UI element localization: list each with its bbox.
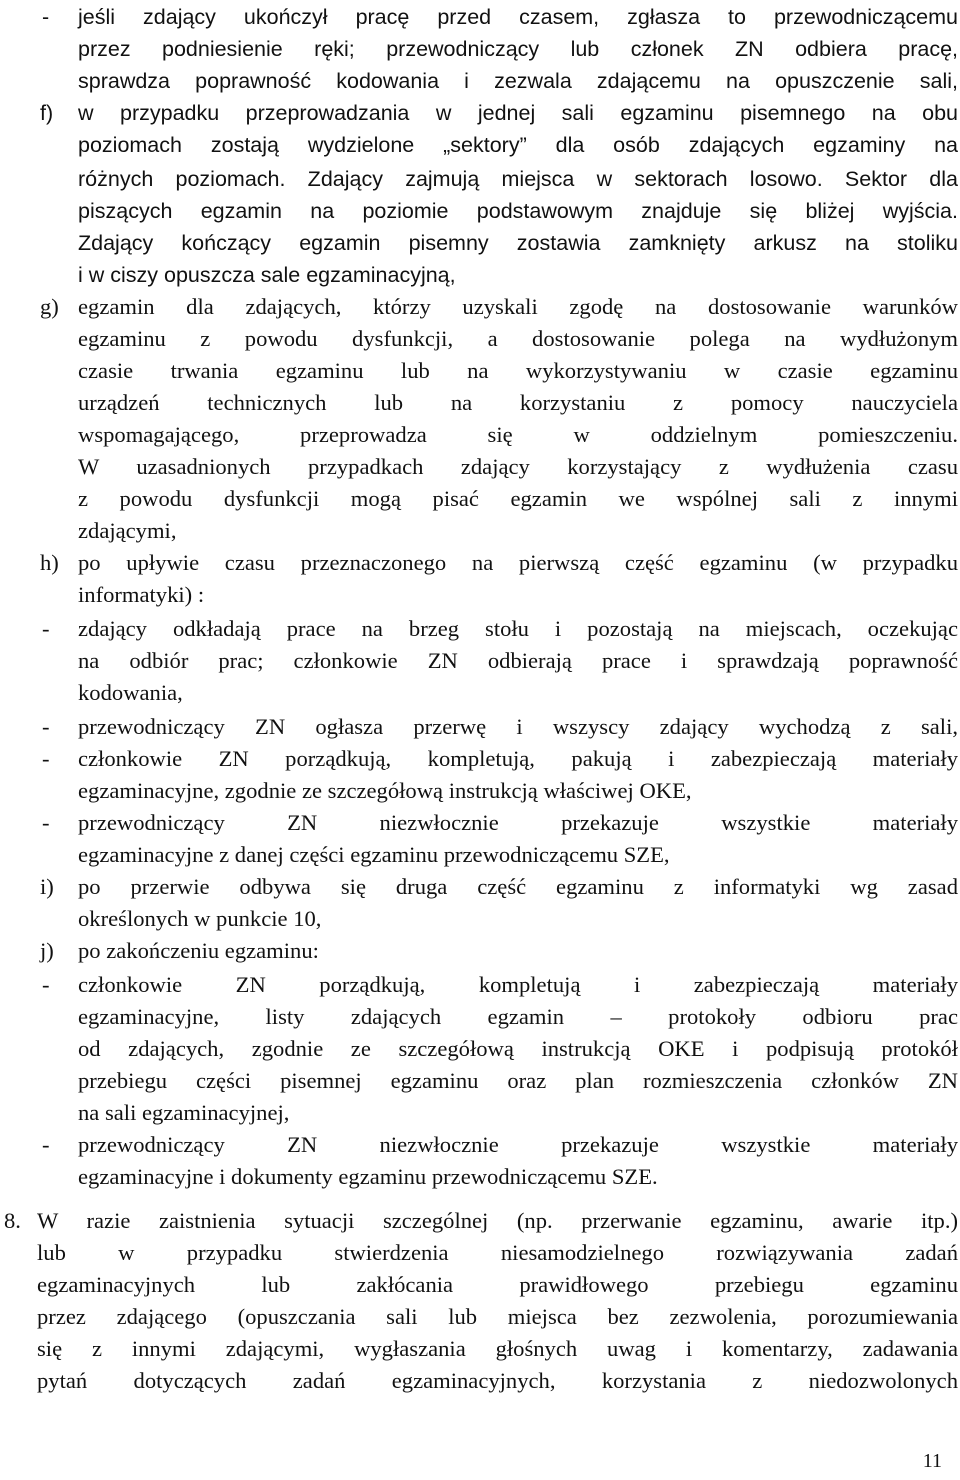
text-line (0, 290, 960, 324)
text-line (0, 0, 960, 34)
line-text: z powodu dysfunkcji mogą pisać egzamin we wspólnej sali z innymi (78, 486, 958, 511)
line-text: czasie trwania egzaminu lub na wykorzystywaniu w czasie egzaminu (78, 358, 958, 383)
list-marker: - (42, 1132, 50, 1157)
line-text: określonych w punkcie 10, (78, 906, 322, 931)
line-text: jeśli zdający ukończył pracę przed czasem, zgłasza to przewodniczącemu (78, 5, 958, 29)
text-line (0, 1332, 960, 1366)
list-marker: - (42, 616, 50, 641)
text-line (0, 128, 960, 162)
line-text: pytań dotyczących zadań egzaminacyjnych, korzystania z niedozwolonych (37, 1368, 958, 1393)
line-text: wspomagającego, przeprowadza się w oddzielnym pomieszczeniu. (78, 422, 958, 447)
text-line (0, 450, 960, 484)
line-text: członkowie ZN porządkują, kompletują i zabezpieczają materiały (78, 972, 958, 997)
line-text: Zdający kończący egzamin pisemny zostawia zamknięty arkusz na stoliku (78, 231, 958, 255)
text-line (0, 902, 960, 936)
text-line (0, 482, 960, 516)
text-line (0, 1128, 960, 1162)
text-line (0, 32, 960, 66)
list-marker: - (42, 746, 50, 771)
line-text: informatyki) : (78, 582, 205, 607)
line-text: W razie zaistnienia sytuacji szczególnej (np. przerwanie egzaminu, awarie itp.) (37, 1208, 958, 1233)
line-text: poziomach zostają wydzielone „sektory” dla osób zdających egzaminy na (78, 133, 958, 157)
text-line (0, 838, 960, 872)
list-marker: j) (40, 938, 54, 963)
text-line (0, 934, 960, 968)
line-text: przewodniczący ZN niezwłocznie przekazuje wszystkie materiały (78, 810, 958, 835)
line-text: przez podniesienie ręki; przewodniczący lub członek ZN odbiera pracę, (78, 37, 958, 61)
list-marker: - (42, 5, 50, 29)
line-text: egzamin dla zdających, którzy uzyskali zgodę na dostosowanie warunków (78, 294, 958, 319)
line-text: piszących egzamin na poziomie podstawowym znajduje się bliżej wyjścia. (78, 199, 958, 223)
line-text: przewodniczący ZN ogłasza przerwę i wszyscy zdający wychodzą z sali, (78, 714, 958, 739)
text-line (0, 322, 960, 356)
line-text: członkowie ZN porządkują, kompletują, pakują i zabezpieczają materiały (78, 746, 958, 771)
list-marker: - (42, 972, 50, 997)
text-line (0, 96, 960, 130)
text-line (0, 1000, 960, 1034)
text-line (0, 870, 960, 904)
line-text: sprawdza poprawność kodowania i zezwala zdającemu na opuszczenie sali, (78, 69, 958, 93)
line-text: egzaminacyjnych lub zakłócania prawidłowego przebiegu egzaminu (37, 1272, 958, 1297)
line-text: i w ciszy opuszcza sale egzaminacyjną, (78, 263, 456, 287)
list-marker: 8. (4, 1208, 21, 1233)
page-number: 11 (922, 1450, 942, 1472)
line-text: zdający odkładają prace na brzeg stołu i pozostają na miejscach, oczekując (78, 616, 958, 641)
text-line (0, 1160, 960, 1194)
line-text: w przypadku przeprowadzania w jednej sali egzaminu pisemnego na obu (78, 101, 958, 125)
line-text: przez zdającego (opuszczania sali lub miejsca bez zezwolenia, porozumiewania (37, 1304, 958, 1329)
text-line (0, 354, 960, 388)
line-text: przewodniczący ZN niezwłocznie przekazuje wszystkie materiały (78, 1132, 958, 1157)
line-text: na sali egzaminacyjnej, (78, 1100, 290, 1125)
text-line (0, 644, 960, 678)
text-line (0, 514, 960, 548)
line-text: egzaminacyjne i dokumenty egzaminu przewodniczącemu SZE. (78, 1164, 658, 1189)
line-text: W uzasadnionych przypadkach zdający korzystający z wydłużenia czasu (78, 454, 958, 479)
line-text: egzaminacyjne z danej części egzaminu przewodniczącemu SZE, (78, 842, 670, 867)
text-line (0, 418, 960, 452)
text-line (0, 226, 960, 260)
text-line (0, 578, 960, 612)
text-line (0, 1300, 960, 1334)
line-text: po przerwie odbywa się druga część egzaminu z informatyki wg zasad (78, 874, 958, 899)
text-line (0, 1236, 960, 1270)
text-line (0, 806, 960, 840)
list-marker: f) (40, 101, 54, 125)
list-marker: - (42, 810, 50, 835)
text-line (0, 162, 960, 196)
text-line (0, 258, 960, 292)
list-marker: i) (40, 874, 54, 899)
text-line (0, 710, 960, 744)
text-line (0, 1204, 960, 1238)
text-line (0, 1032, 960, 1066)
line-text: się z innymi zdającymi, wygłaszania głośnych uwag i komentarzy, zadawania (37, 1336, 958, 1361)
text-line (0, 742, 960, 776)
line-text: przebiegu części pisemnej egzaminu oraz plan rozmieszczenia członków ZN (78, 1068, 958, 1093)
line-text: zdającymi, (78, 518, 177, 543)
text-line (0, 386, 960, 420)
text-line (0, 676, 960, 710)
text-line (0, 194, 960, 228)
text-line (0, 612, 960, 646)
list-marker: - (42, 714, 50, 739)
text-line (0, 1268, 960, 1302)
text-line (0, 1064, 960, 1098)
list-marker: g) (40, 294, 59, 319)
line-text: urządzeń technicznych lub na korzystaniu z pomocy nauczyciela (78, 390, 958, 415)
line-text: po zakończeniu egzaminu: (78, 938, 319, 963)
text-line (0, 1096, 960, 1130)
line-text: różnych poziomach. Zdający zajmują miejsca w sektorach losowo. Sektor dla (78, 167, 958, 191)
list-marker: h) (40, 550, 59, 575)
line-text: od zdających, zgodnie ze szczegółową instrukcją OKE i podpisują protokół (78, 1036, 958, 1061)
text-line (0, 546, 960, 580)
line-text: na odbiór prac; członkowie ZN odbierają prace i sprawdzają poprawność (78, 648, 958, 673)
line-text: egzaminu z powodu dysfunkcji, a dostosowanie polega na wydłużonym (78, 326, 958, 351)
line-text: kodowania, (78, 680, 183, 705)
line-text: po upływie czasu przeznaczonego na pierwszą część egzaminu (w przypadku (78, 550, 958, 575)
text-line (0, 64, 960, 98)
text-line (0, 774, 960, 808)
text-line (0, 1364, 960, 1398)
text-line (0, 968, 960, 1002)
line-text: egzaminacyjne, listy zdających egzamin – protokoły odbioru prac (78, 1004, 958, 1029)
line-text: lub w przypadku stwierdzenia niesamodzielnego rozwiązywania zadań (37, 1240, 958, 1265)
line-text: egzaminacyjne, zgodnie ze szczegółową instrukcją właściwej OKE, (78, 778, 692, 803)
